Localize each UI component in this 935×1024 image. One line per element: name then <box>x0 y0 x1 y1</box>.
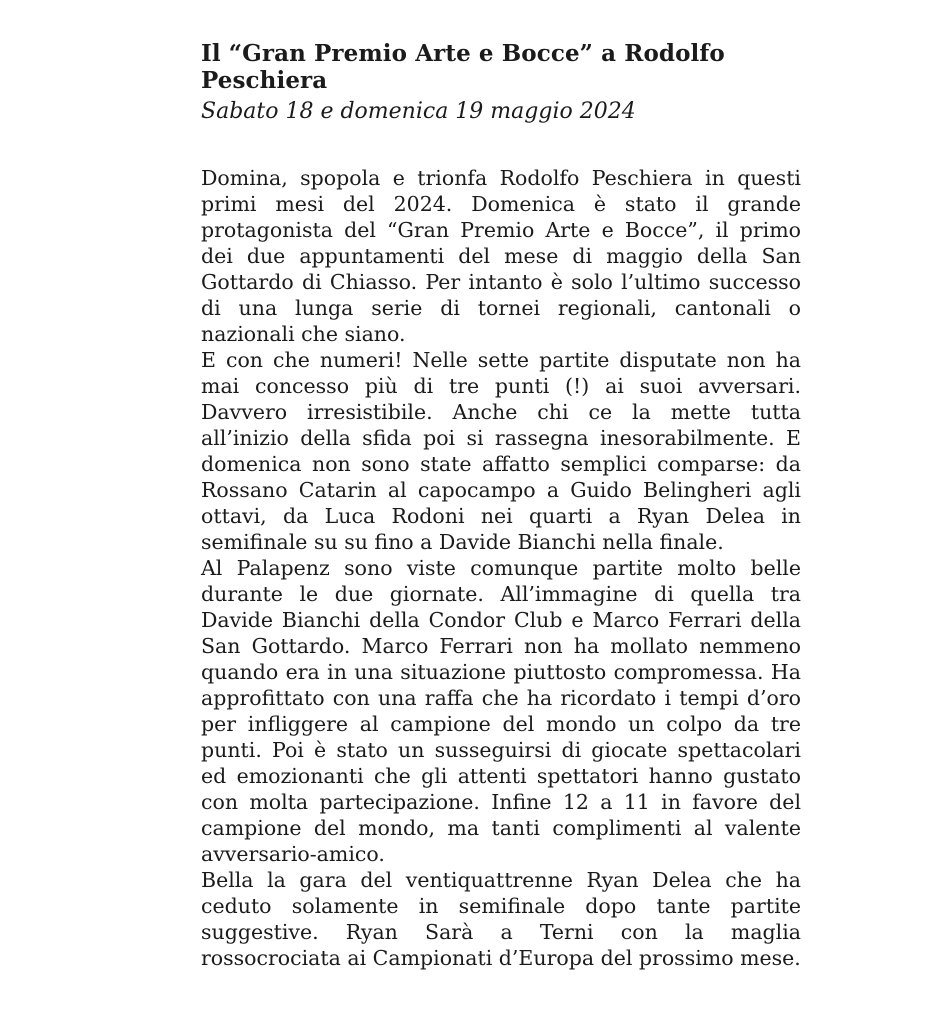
paragraph-3: Al Palapenz sono viste comunque partite molto belle durante le due giornate. All’immagine di quella tra Davide Bianchi della Condor Club e Marco Ferrari della San Gottardo. Marco Ferrari non ha mollato nemmeno quando era in una situazione piuttosto compromessa. Ha approfittato con una raffa che ha ricordato i tempi d’oro per infliggere al campione del mondo un colpo da tre punti. Poi è stato un susseguirsi di giocate spettacolari ed emozionanti che gli attenti spettatori hanno gustato con molta partecipazione. Infine 12 a 11 in favore del campione del mondo, ma tanti complimenti al valente avversario-amico. <box>201 556 801 866</box>
article <box>201 40 801 971</box>
paragraph-4: Bella la gara del ventiquattrenne Ryan Delea che ha ceduto solamente in semifinale dopo tante partite suggestive. Ryan Sarà a Terni con la maglia rossocrociata ai Campionati d’Europa del prossimo mese. <box>201 868 801 970</box>
article-body <box>201 165 801 971</box>
paragraph-2: E con che numeri! Nelle sette partite disputate non ha mai concesso più di tre punti (!) ai suoi avversari. Davvero irresistibile. Anche chi ce la mette tutta all’inizio della sfida poi si rassegna inesorabilmente. E domenica non sono state affatto semplici comparse: da Rossano Catarin al capocampo a Guido Belingheri agli ottavi, da Luca Rodoni nei quarti a Ryan Delea in semifinale su su fino a Davide Bianchi nella finale. <box>201 348 801 554</box>
paragraph-1: Domina, spopola e trionfa Rodolfo Peschiera in questi primi mesi del 2024. Domenica è stato il grande protagonista del “Gran Premio Arte e Bocce”, il primo dei due appuntamenti del mese di maggio della San Gottardo di Chiasso. Per intanto è solo l’ultimo successo di una lunga serie di tornei regionali, cantonali o nazionali che siano. <box>201 166 801 346</box>
article-subtitle: Sabato 18 e domenica 19 maggio 2024 <box>201 99 636 124</box>
article-title: Il “Gran Premio Arte e Bocce” a Rodolfo Peschiera <box>201 40 725 94</box>
